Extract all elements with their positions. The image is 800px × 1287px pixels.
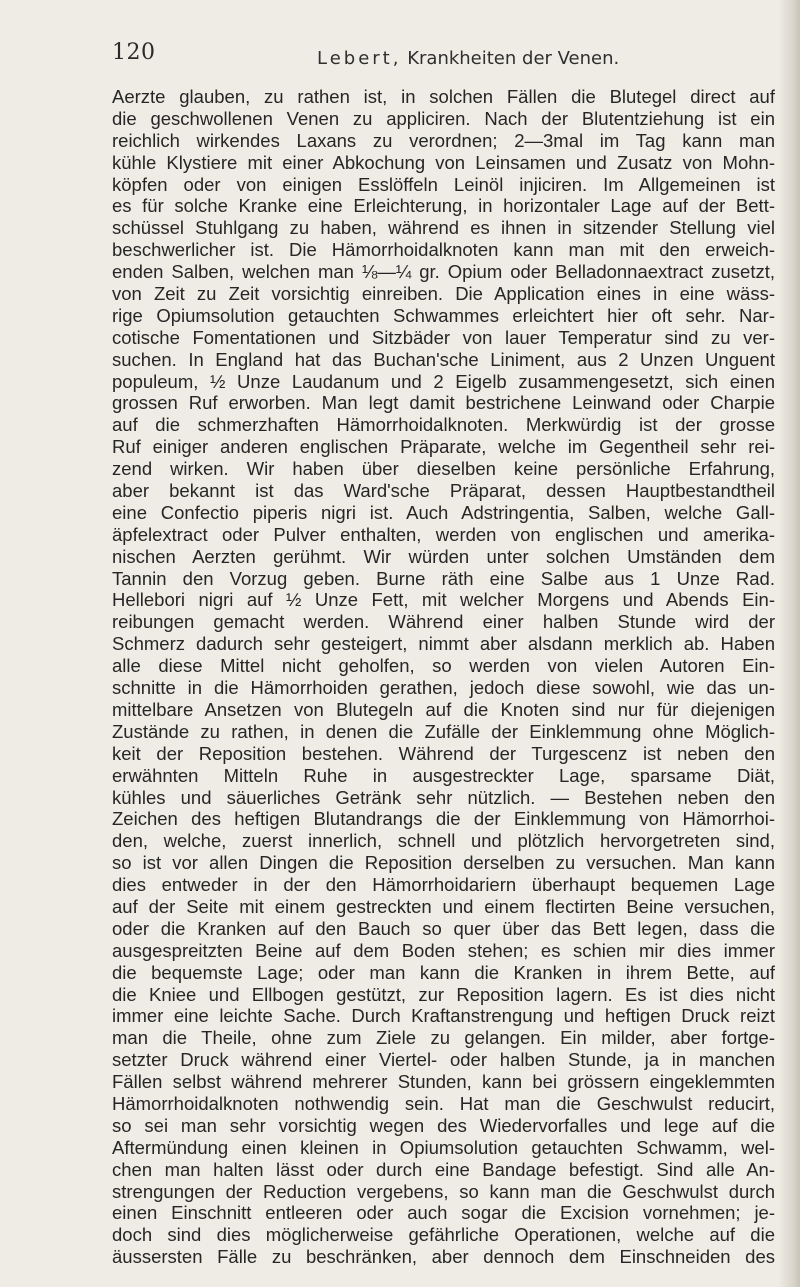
text-line: zend wirken. Wir haben über dieselben keine persönliche Erfahrung, <box>112 458 775 480</box>
running-head-author: Lebert, <box>317 48 402 69</box>
text-line: kühles und säuerliches Getränk sehr nützlich. — Bestehen neben den <box>112 786 775 808</box>
text-line: erwähnten Mitteln Ruhe in ausgestreckter Lage, sparsame Diät, <box>112 764 775 786</box>
running-head <box>317 48 619 69</box>
text-line: äpfelextract oder Pulver enthalten, werden von englischen und amerika- <box>112 523 775 545</box>
text-line: Ruf einiger anderen englischen Präparate, welche im Gegentheil sehr rei- <box>112 436 775 458</box>
text-line: mittelbare Ansetzen von Blutegeln auf die Knoten sind nur für diejenigen <box>112 698 775 720</box>
text-line: strengungen der Reduction vergebens, so kann man die Geschwulst durch <box>112 1180 775 1202</box>
text-line: die bequemste Lage; oder man kann die Kranken in ihrem Bette, auf <box>112 961 775 983</box>
text-line: Hämorrhoidalknoten nothwendig sein. Hat man die Geschwulst reducirt, <box>112 1092 775 1114</box>
text-line: eine Confectio piperis nigri ist. Auch Adstringentia, Salben, welche Gall- <box>112 501 775 523</box>
text-line: kühle Klystiere mit einer Abkochung von Leinsamen und Zusatz von Mohn- <box>112 151 775 173</box>
body-text <box>112 86 775 1287</box>
text-line: so sei man sehr vorsichtig wegen des Wiedervorfalles und lege auf die <box>112 1114 775 1136</box>
text-line: von Zeit zu Zeit vorsichtig einreiben. Die Application eines in eine wäss- <box>112 283 775 305</box>
text-line: cotische Fomentationen und Sitzbäder von lauer Temperatur sind zu ver- <box>112 326 775 348</box>
text-line: alle diese Mittel nicht geholfen, so werden von vielen Autoren Ein- <box>112 655 775 677</box>
text-line: populeum, ½ Unze Laudanum und 2 Eigelb zusammengesetzt, sich einen <box>112 370 775 392</box>
text-line: dies entweder in der den Hämorrhoidariern überhaupt bequemen Lage <box>112 874 775 896</box>
text-line: reichlich wirkendes Laxans zu verordnen; 2—3mal im Tag kann man <box>112 129 775 151</box>
text-line: den, welche, zuerst innerlich, schnell und plötzlich hervorgetreten sind, <box>112 830 775 852</box>
text-line: reibungen gemacht werden. Während einer halben Stunde wird der <box>112 611 775 633</box>
text-line: immer eine leichte Sache. Durch Kraftanstrengung und heftigen Druck reizt <box>112 1005 775 1027</box>
page-edge-shadow <box>778 0 800 1287</box>
text-line: man die Theile, ohne zum Ziele zu gelangen. Ein milder, aber fortge- <box>112 1027 775 1049</box>
text-line: keit der Reposition bestehen. Während der Turgescenz ist neben den <box>112 742 775 764</box>
text-line: die Kniee und Ellbogen gestützt, zur Reposition lagern. Es ist dies nicht <box>112 983 775 1005</box>
text-line: köpfen oder von einigen Esslöffeln Leinöl injiciren. Im Allgemeinen ist <box>112 173 775 195</box>
text-line: Fällen selbst während mehrerer Stunden, kann bei grössern eingeklemmten <box>112 1071 775 1093</box>
text-line: grossen Ruf erworben. Man legt damit bestrichene Leinwand oder Charpie <box>112 392 775 414</box>
text-line <box>112 1268 775 1287</box>
text-line: es für solche Kranke eine Erleichterung, in horizontaler Lage auf der Bett- <box>112 195 775 217</box>
text-line: suchen. In England hat das Buchan'sche Liniment, aus 2 Unzen Unguent <box>112 348 775 370</box>
text-line: setzter Druck während einer Viertel- oder halben Stunde, ja in manchen <box>112 1049 775 1071</box>
page-header <box>112 40 772 80</box>
text-line: doch sind dies möglicherweise gefährliche Operationen, welche auf die <box>112 1224 775 1246</box>
text-line: auf der Seite mit einem gestreckten und einem flectirten Beine versuchen, <box>112 895 775 917</box>
running-head-title: Krankheiten der Venen. <box>407 48 620 69</box>
text-line: Aftermündung einen kleinen in Opiumsolution getauchten Schwamm, wel- <box>112 1136 775 1158</box>
text-line: nischen Aerzten gerühmt. Wir würden unter solchen Umständen dem <box>112 545 775 567</box>
text-line: aber bekannt ist das Ward'sche Präparat, dessen Hauptbestandtheil <box>112 480 775 502</box>
text-line: enden Salben, welchen man ⅛—¼ gr. Opium oder Belladonnaextract zusetzt, <box>112 261 775 283</box>
text-line: äussersten Fälle zu beschränken, aber dennoch dem Einschneiden des <box>112 1246 775 1268</box>
text-line: rige Opiumsolution getauchten Schwammes erleichtert hier oft sehr. Nar- <box>112 304 775 326</box>
text-line: Aerzte glauben, zu rathen ist, in solchen Fällen die Blutegel direct auf <box>112 86 775 107</box>
text-line: beschwerlicher ist. Die Hämorrhoidalknoten kann man mit den erweich- <box>112 239 775 261</box>
text-line: so ist vor allen Dingen die Reposition derselben zu versuchen. Man kann <box>112 852 775 874</box>
text-line: Tannin den Vorzug geben. Burne räth eine Salbe aus 1 Unze Rad. <box>112 567 775 589</box>
text-line: die geschwollenen Venen zu appliciren. Nach der Blutentziehung ist ein <box>112 107 775 129</box>
text-line: schüssel Stuhlgang zu haben, während es ihnen in sitzender Stellung viel <box>112 217 775 239</box>
text-line: chen man halten lässt oder durch eine Bandage befestigt. Sind alle An- <box>112 1158 775 1180</box>
text-line: Schmerz dadurch sehr gesteigert, nimmt aber alsdann merklich ab. Haben <box>112 633 775 655</box>
text-line: ausgespreitzten Beine auf dem Boden stehen; es schien mir dies immer <box>112 939 775 961</box>
text-line: auf die schmerzhaften Hämorrhoidalknoten. Merkwürdig ist der grosse <box>112 414 775 436</box>
text-line: schnitte in die Hämorrhoiden gerathen, jedoch diese sowohl, wie das un- <box>112 677 775 699</box>
text-line: einen Einschnitt entleeren oder auch sogar die Excision vornehmen; je- <box>112 1202 775 1224</box>
text-line: Hellebori nigri auf ½ Unze Fett, mit welcher Morgens und Abends Ein- <box>112 589 775 611</box>
page-number: 120 <box>112 40 156 65</box>
text-line: oder die Kranken auf den Bauch so quer über das Bett legen, dass die <box>112 917 775 939</box>
text-line: Zustände zu rathen, in denen die Zufälle der Einklemmung ohne Möglich- <box>112 720 775 742</box>
text-line: Zeichen des heftigen Blutandrangs die der Einklemmung von Hämorrhoi- <box>112 808 775 830</box>
